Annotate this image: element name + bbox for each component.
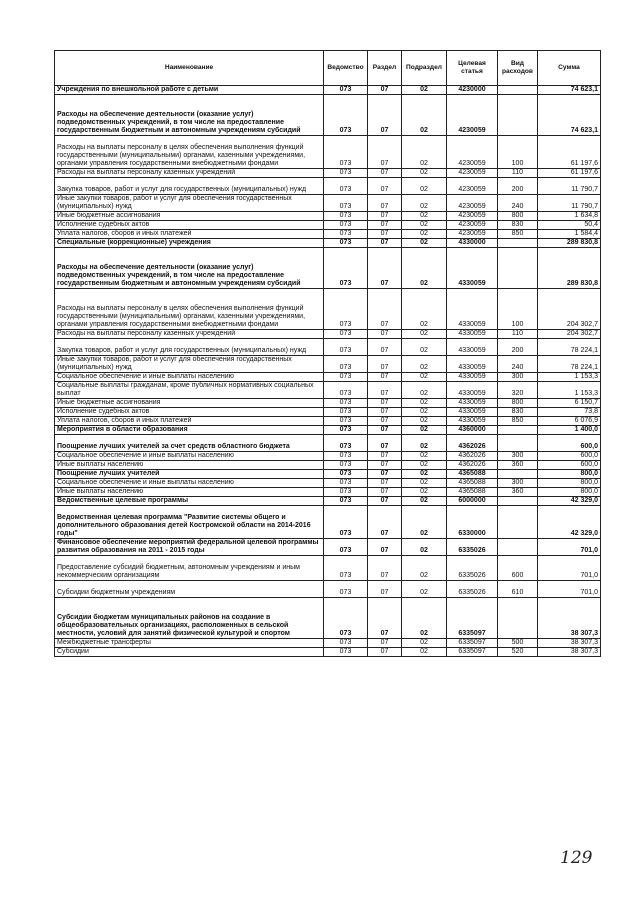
- row-vedomstvo: 073: [324, 221, 368, 230]
- row-name: Учреждения по внешкольной работе с детьми: [55, 86, 324, 95]
- row-razdel: 07: [368, 230, 402, 239]
- row-vid: 520: [498, 648, 538, 657]
- table-row: [55, 417, 601, 426]
- row-vedomstvo: 073: [324, 248, 368, 289]
- row-name: Межбюджетные трансферты: [55, 639, 324, 648]
- table-row: [55, 195, 601, 212]
- table-row: [55, 488, 601, 497]
- row-vedomstvo: 073: [324, 648, 368, 657]
- table-row: [55, 408, 601, 417]
- row-summa: 61 197,6: [538, 169, 601, 178]
- table-row: [55, 399, 601, 408]
- row-vid: 110: [498, 169, 538, 178]
- row-celevaya: 4362026: [447, 452, 498, 461]
- table-row: [55, 506, 601, 539]
- row-vid: [498, 539, 538, 556]
- row-vid: [498, 248, 538, 289]
- row-vedomstvo: 073: [324, 426, 368, 435]
- row-vid: 830: [498, 408, 538, 417]
- table-row: [55, 212, 601, 221]
- row-name: Иные выплаты населению: [55, 488, 324, 497]
- row-razdel: 07: [368, 488, 402, 497]
- row-summa: 38 307,3: [538, 598, 601, 639]
- row-celevaya: 6335097: [447, 648, 498, 657]
- row-celevaya: 4330059: [447, 289, 498, 330]
- table-row: [55, 479, 601, 488]
- row-podrazdel: 02: [402, 639, 447, 648]
- row-summa: 289 830,8: [538, 248, 601, 289]
- row-celevaya: 4230059: [447, 221, 498, 230]
- table-row: [55, 452, 601, 461]
- row-summa: 73,8: [538, 408, 601, 417]
- row-podrazdel: 02: [402, 382, 447, 399]
- row-celevaya: 4365088: [447, 479, 498, 488]
- row-celevaya: 4230059: [447, 95, 498, 136]
- row-summa: 701,0: [538, 539, 601, 556]
- row-razdel: 07: [368, 648, 402, 657]
- row-summa: 701,0: [538, 581, 601, 598]
- header-celevaya: Целевая статья: [447, 51, 498, 86]
- row-podrazdel: 02: [402, 426, 447, 435]
- row-vid: 360: [498, 461, 538, 470]
- row-summa: 1 634,8: [538, 212, 601, 221]
- row-celevaya: 4230000: [447, 86, 498, 95]
- row-summa: 78 224,1: [538, 356, 601, 373]
- row-name: Специальные (коррекционные) учреждения: [55, 239, 324, 248]
- row-vedomstvo: 073: [324, 452, 368, 461]
- row-razdel: 07: [368, 598, 402, 639]
- row-vedomstvo: 073: [324, 461, 368, 470]
- row-vid: 500: [498, 639, 538, 648]
- table-row: [55, 136, 601, 169]
- row-razdel: 07: [368, 470, 402, 479]
- row-name: Ведомственная целевая программа "Развитие системы общего и дополнительного образования детей Костромской области на 2014-2016 годы": [55, 506, 324, 539]
- row-podrazdel: 02: [402, 136, 447, 169]
- row-name: Социальное обеспечение и иные выплаты населению: [55, 479, 324, 488]
- table-row: [55, 461, 601, 470]
- row-podrazdel: 02: [402, 195, 447, 212]
- row-vedomstvo: 073: [324, 195, 368, 212]
- row-podrazdel: 02: [402, 399, 447, 408]
- row-vid: [498, 598, 538, 639]
- row-celevaya: 4330059: [447, 339, 498, 356]
- row-podrazdel: 02: [402, 479, 447, 488]
- row-celevaya: 4230059: [447, 136, 498, 169]
- header-summa: Сумма: [538, 51, 601, 86]
- row-summa: 701,0: [538, 556, 601, 581]
- row-podrazdel: 02: [402, 497, 447, 506]
- row-razdel: 07: [368, 212, 402, 221]
- row-vid: 100: [498, 136, 538, 169]
- row-vedomstvo: 073: [324, 230, 368, 239]
- row-razdel: 07: [368, 399, 402, 408]
- row-name: Уплата налогов, сборов и иных платежей: [55, 230, 324, 239]
- row-celevaya: 4230059: [447, 178, 498, 195]
- row-vedomstvo: 073: [324, 212, 368, 221]
- row-summa: 800,0: [538, 488, 601, 497]
- row-vid: 360: [498, 488, 538, 497]
- row-celevaya: 4330059: [447, 417, 498, 426]
- table-row: [55, 373, 601, 382]
- row-razdel: 07: [368, 289, 402, 330]
- row-podrazdel: 02: [402, 648, 447, 657]
- row-name: Закупка товаров, работ и услуг для государственных (муниципальных) нужд: [55, 339, 324, 356]
- row-celevaya: 4365088: [447, 488, 498, 497]
- row-summa: 6 076,9: [538, 417, 601, 426]
- row-summa: 42 329,0: [538, 506, 601, 539]
- row-celevaya: 6335026: [447, 539, 498, 556]
- row-razdel: 07: [368, 556, 402, 581]
- table-row: [55, 581, 601, 598]
- row-name: Расходы на выплаты персоналу казенных учреждений: [55, 169, 324, 178]
- row-vedomstvo: 073: [324, 417, 368, 426]
- row-celevaya: 4230059: [447, 195, 498, 212]
- row-vedomstvo: 073: [324, 330, 368, 339]
- row-razdel: 07: [368, 136, 402, 169]
- row-vedomstvo: 073: [324, 539, 368, 556]
- row-razdel: 07: [368, 452, 402, 461]
- row-podrazdel: 02: [402, 356, 447, 373]
- row-name: Иные выплаты населению: [55, 461, 324, 470]
- row-vid: [498, 435, 538, 452]
- row-razdel: 07: [368, 356, 402, 373]
- row-vid: 610: [498, 581, 538, 598]
- row-name: Финансовое обеспечение мероприятий федеральной целевой программы развития образования на 2011 - 2015 годы: [55, 539, 324, 556]
- row-name: Иные закупки товаров, работ и услуг для обеспечения государственных (муниципальных) нужд: [55, 195, 324, 212]
- row-razdel: 07: [368, 408, 402, 417]
- row-name: Ведомственные целевые программы: [55, 497, 324, 506]
- table-row: [55, 248, 601, 289]
- row-vid: 320: [498, 382, 538, 399]
- row-vid: 300: [498, 373, 538, 382]
- row-vid: 240: [498, 195, 538, 212]
- row-razdel: 07: [368, 417, 402, 426]
- row-podrazdel: 02: [402, 95, 447, 136]
- row-name: Расходы на обеспечение деятельности (оказание услуг) подведомственных учреждений, в том числе на предоставление государственным бюджетным и автономным учреждениям субсидий: [55, 248, 324, 289]
- row-vid: 200: [498, 178, 538, 195]
- row-podrazdel: 02: [402, 248, 447, 289]
- row-celevaya: 4230059: [447, 169, 498, 178]
- row-podrazdel: 02: [402, 556, 447, 581]
- table-row: [55, 382, 601, 399]
- row-vid: 800: [498, 399, 538, 408]
- row-razdel: 07: [368, 178, 402, 195]
- row-razdel: 07: [368, 382, 402, 399]
- table-row: [55, 356, 601, 373]
- row-name: Предоставление субсидий бюджетным, автономным учреждениям и иным некоммерческим организациям: [55, 556, 324, 581]
- row-razdel: 07: [368, 497, 402, 506]
- row-name: Социальное обеспечение и иные выплаты населению: [55, 373, 324, 382]
- row-summa: 800,0: [538, 479, 601, 488]
- row-vedomstvo: 073: [324, 581, 368, 598]
- table-row: [55, 497, 601, 506]
- table-row: [55, 539, 601, 556]
- table-row: [55, 639, 601, 648]
- row-name: Субсидии бюджетам муниципальных районов на создание в общеобразовательных организациях, расположенных в сельской местности, условий для занятий физической культурой и спортом: [55, 598, 324, 639]
- row-razdel: 07: [368, 239, 402, 248]
- row-podrazdel: 02: [402, 452, 447, 461]
- row-razdel: 07: [368, 639, 402, 648]
- row-vedomstvo: 073: [324, 506, 368, 539]
- row-razdel: 07: [368, 86, 402, 95]
- row-vid: [498, 470, 538, 479]
- row-summa: 600,0: [538, 452, 601, 461]
- row-summa: 74 623,1: [538, 86, 601, 95]
- row-vid: [498, 86, 538, 95]
- row-name: Расходы на выплаты персоналу в целях обеспечения выполнения функций государственными (муниципальными) органами, казенными учреждениями, органами управления государственными внебюджетными фондами: [55, 289, 324, 330]
- row-vedomstvo: 073: [324, 497, 368, 506]
- row-summa: 289 830,8: [538, 239, 601, 248]
- row-razdel: 07: [368, 221, 402, 230]
- row-celevaya: 6330000: [447, 506, 498, 539]
- row-podrazdel: 02: [402, 212, 447, 221]
- row-podrazdel: 02: [402, 289, 447, 330]
- row-summa: 42 329,0: [538, 497, 601, 506]
- row-vedomstvo: 073: [324, 373, 368, 382]
- row-vedomstvo: 073: [324, 136, 368, 169]
- row-podrazdel: 02: [402, 506, 447, 539]
- row-celevaya: 4330059: [447, 248, 498, 289]
- row-vedomstvo: 073: [324, 598, 368, 639]
- row-razdel: 07: [368, 426, 402, 435]
- row-razdel: 07: [368, 195, 402, 212]
- row-summa: 204 302,7: [538, 289, 601, 330]
- row-name: Субсидии: [55, 648, 324, 657]
- row-celevaya: 4330059: [447, 382, 498, 399]
- row-vid: 850: [498, 417, 538, 426]
- row-razdel: 07: [368, 435, 402, 452]
- row-vedomstvo: 073: [324, 639, 368, 648]
- row-celevaya: 4230059: [447, 230, 498, 239]
- header-razdel: Раздел: [368, 51, 402, 86]
- row-vedomstvo: 073: [324, 470, 368, 479]
- row-vid: 300: [498, 452, 538, 461]
- row-summa: 38 307,3: [538, 639, 601, 648]
- page-number: 129: [560, 848, 593, 868]
- row-vid: 600: [498, 556, 538, 581]
- row-razdel: 07: [368, 539, 402, 556]
- table-row: [55, 169, 601, 178]
- row-summa: 6 150,7: [538, 399, 601, 408]
- row-summa: 74 623,1: [538, 95, 601, 136]
- row-celevaya: 6335026: [447, 581, 498, 598]
- row-summa: 78 224,1: [538, 339, 601, 356]
- row-podrazdel: 02: [402, 178, 447, 195]
- row-vedomstvo: 073: [324, 399, 368, 408]
- row-celevaya: 6335097: [447, 639, 498, 648]
- row-celevaya: 4360000: [447, 426, 498, 435]
- row-celevaya: 4330059: [447, 408, 498, 417]
- row-name: Мероприятия в области образования: [55, 426, 324, 435]
- row-vid: 850: [498, 230, 538, 239]
- row-razdel: 07: [368, 169, 402, 178]
- row-celevaya: 4230059: [447, 212, 498, 221]
- row-razdel: 07: [368, 339, 402, 356]
- row-celevaya: 4365088: [447, 470, 498, 479]
- row-vedomstvo: 073: [324, 382, 368, 399]
- row-summa: 1 584,4: [538, 230, 601, 239]
- table-row: [55, 339, 601, 356]
- row-celevaya: 4330059: [447, 373, 498, 382]
- table-row: [55, 648, 601, 657]
- row-razdel: 07: [368, 461, 402, 470]
- row-razdel: 07: [368, 479, 402, 488]
- row-celevaya: 6335097: [447, 598, 498, 639]
- row-vid: [498, 506, 538, 539]
- row-summa: 11 790,7: [538, 195, 601, 212]
- row-celevaya: 4362026: [447, 435, 498, 452]
- row-vid: 100: [498, 289, 538, 330]
- row-vedomstvo: 073: [324, 408, 368, 417]
- row-podrazdel: 02: [402, 169, 447, 178]
- table-body: [55, 86, 601, 657]
- table-row: [55, 330, 601, 339]
- row-name: Расходы на выплаты персоналу в целях обеспечения выполнения функций государственными (муниципальными) органами, казенными учреждениями, органами управления государственными внебюджетными фондами: [55, 136, 324, 169]
- row-vid: 830: [498, 221, 538, 230]
- row-summa: 61 197,6: [538, 136, 601, 169]
- header-podrazdel: Подраздел: [402, 51, 447, 86]
- row-summa: 600,0: [538, 435, 601, 452]
- row-razdel: 07: [368, 506, 402, 539]
- row-name: Закупка товаров, работ и услуг для государственных (муниципальных) нужд: [55, 178, 324, 195]
- row-vedomstvo: 073: [324, 488, 368, 497]
- row-podrazdel: 02: [402, 339, 447, 356]
- table-row: [55, 86, 601, 95]
- row-podrazdel: 02: [402, 230, 447, 239]
- row-summa: 1 153,3: [538, 373, 601, 382]
- row-name: Социальное обеспечение и иные выплаты населению: [55, 452, 324, 461]
- row-podrazdel: 02: [402, 86, 447, 95]
- row-celevaya: 4330059: [447, 330, 498, 339]
- row-name: Расходы на обеспечение деятельности (оказание услуг) подведомственных учреждений, в том числе на предоставление государственным бюджетным и автономным учреждениям субсидий: [55, 95, 324, 136]
- row-vedomstvo: 073: [324, 178, 368, 195]
- row-name: Расходы на выплаты персоналу казенных учреждений: [55, 330, 324, 339]
- row-podrazdel: 02: [402, 435, 447, 452]
- table-row: [55, 556, 601, 581]
- row-vedomstvo: 073: [324, 86, 368, 95]
- table-row: [55, 470, 601, 479]
- table-header-row: [55, 51, 601, 86]
- row-name: Субсидии бюджетным учреждениям: [55, 581, 324, 598]
- row-name: Уплата налогов, сборов и иных платежей: [55, 417, 324, 426]
- row-podrazdel: 02: [402, 581, 447, 598]
- row-vid: 300: [498, 479, 538, 488]
- row-vid: [498, 95, 538, 136]
- row-vid: 200: [498, 339, 538, 356]
- table-row: [55, 435, 601, 452]
- row-celevaya: 4362026: [447, 461, 498, 470]
- header-vedomstvo: Ведомство: [324, 51, 368, 86]
- row-vedomstvo: 073: [324, 95, 368, 136]
- row-vid: 800: [498, 212, 538, 221]
- row-razdel: 07: [368, 581, 402, 598]
- row-vedomstvo: 073: [324, 479, 368, 488]
- row-name: Поощрение лучших учителей за счет средств областного бюджета: [55, 435, 324, 452]
- row-vid: [498, 497, 538, 506]
- row-summa: 1 400,0: [538, 426, 601, 435]
- row-summa: 11 790,7: [538, 178, 601, 195]
- row-celevaya: 4330000: [447, 239, 498, 248]
- row-vedomstvo: 073: [324, 356, 368, 373]
- row-razdel: 07: [368, 248, 402, 289]
- row-razdel: 07: [368, 330, 402, 339]
- row-vid: 110: [498, 330, 538, 339]
- row-summa: 800,0: [538, 470, 601, 479]
- row-podrazdel: 02: [402, 330, 447, 339]
- row-podrazdel: 02: [402, 408, 447, 417]
- row-vedomstvo: 073: [324, 169, 368, 178]
- row-name: Иные бюджетные ассигнования: [55, 212, 324, 221]
- row-podrazdel: 02: [402, 488, 447, 497]
- row-summa: 50,4: [538, 221, 601, 230]
- row-vid: [498, 426, 538, 435]
- table-row: [55, 289, 601, 330]
- row-name: Исполнение судебных актов: [55, 408, 324, 417]
- row-razdel: 07: [368, 95, 402, 136]
- table-row: [55, 221, 601, 230]
- row-podrazdel: 02: [402, 461, 447, 470]
- row-name: Иные бюджетные ассигнования: [55, 399, 324, 408]
- row-name: Поощрение лучших учителей: [55, 470, 324, 479]
- table-row: [55, 178, 601, 195]
- table-row: [55, 426, 601, 435]
- row-podrazdel: 02: [402, 221, 447, 230]
- table-row: [55, 95, 601, 136]
- header-vid: Вид расходов: [498, 51, 538, 86]
- row-razdel: 07: [368, 373, 402, 382]
- table-row: [55, 230, 601, 239]
- header-name: Наименование: [55, 51, 324, 86]
- row-podrazdel: 02: [402, 470, 447, 479]
- row-summa: 1 153,3: [538, 382, 601, 399]
- row-name: Иные закупки товаров, работ и услуг для обеспечения государственных (муниципальных) нужд: [55, 356, 324, 373]
- row-podrazdel: 02: [402, 539, 447, 556]
- row-vedomstvo: 073: [324, 289, 368, 330]
- row-podrazdel: 02: [402, 373, 447, 382]
- budget-table: [54, 50, 601, 657]
- row-celevaya: 6000000: [447, 497, 498, 506]
- row-celevaya: 4330059: [447, 399, 498, 408]
- row-vedomstvo: 073: [324, 239, 368, 248]
- row-vid: 240: [498, 356, 538, 373]
- row-celevaya: 4330059: [447, 356, 498, 373]
- row-vedomstvo: 073: [324, 556, 368, 581]
- row-vid: [498, 239, 538, 248]
- row-podrazdel: 02: [402, 239, 447, 248]
- row-name: Исполнение судебных актов: [55, 221, 324, 230]
- row-vedomstvo: 073: [324, 435, 368, 452]
- row-podrazdel: 02: [402, 417, 447, 426]
- row-summa: 204 302,7: [538, 330, 601, 339]
- table-row: [55, 598, 601, 639]
- row-name: Социальные выплаты гражданам, кроме публичных нормативных социальных выплат: [55, 382, 324, 399]
- row-vedomstvo: 073: [324, 339, 368, 356]
- row-summa: 600,0: [538, 461, 601, 470]
- row-summa: 38 307,3: [538, 648, 601, 657]
- table-row: [55, 239, 601, 248]
- row-podrazdel: 02: [402, 598, 447, 639]
- row-celevaya: 6335026: [447, 556, 498, 581]
